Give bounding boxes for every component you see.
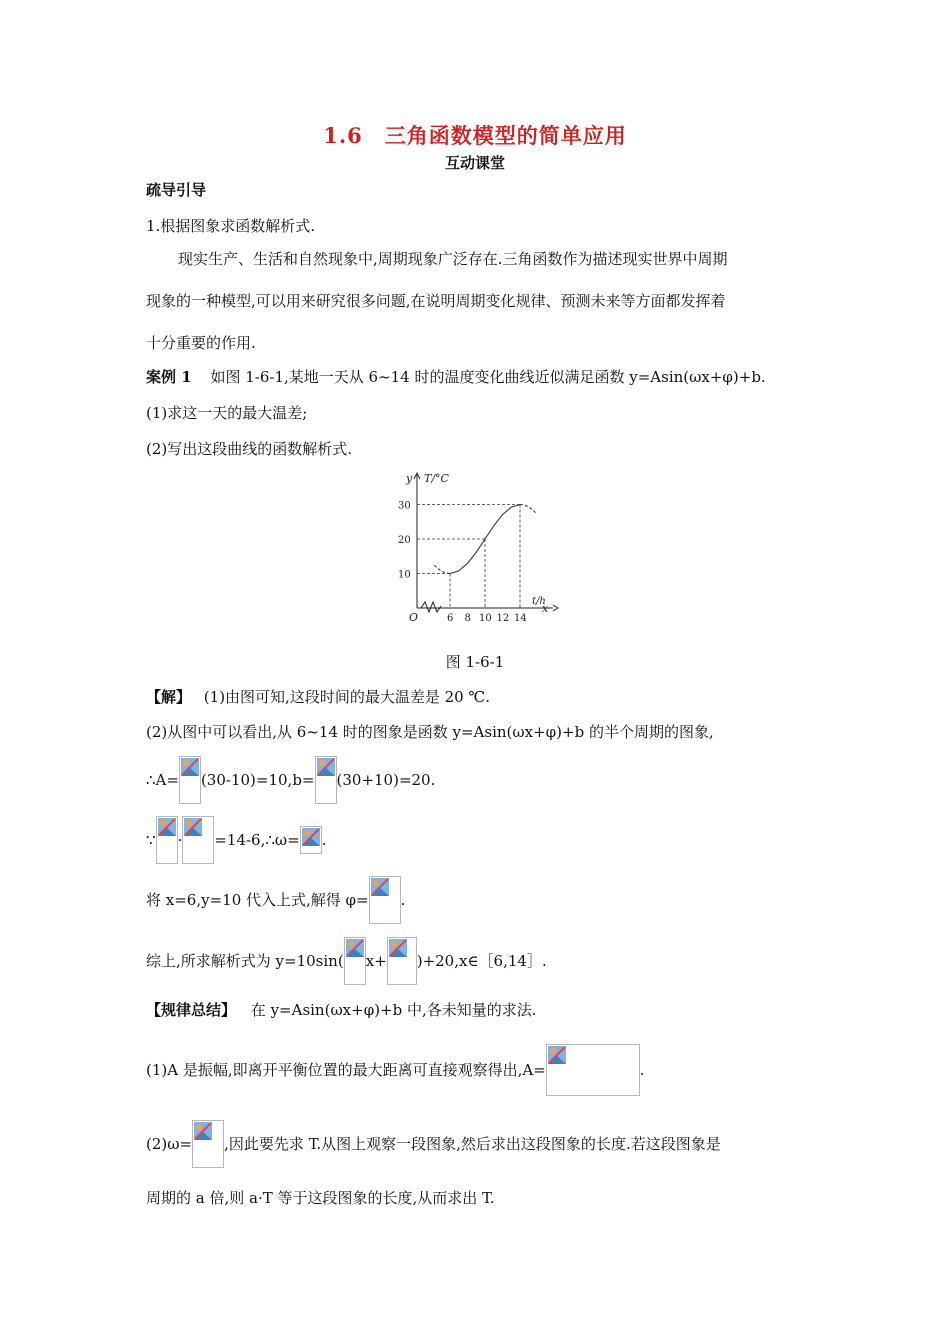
rule-text: ,因此要先求 T.从图上观察一段图象,然后求出这段图象的长度.若这段图象是 bbox=[224, 1135, 721, 1153]
page-subtitle: 互动课堂 bbox=[444, 154, 505, 172]
x-tick-label: 10 bbox=[479, 613, 492, 624]
x-axis-letter: x bbox=[542, 602, 549, 615]
y-tick-label: 10 bbox=[398, 569, 411, 581]
figure-caption: 图 1-6-1 bbox=[445, 653, 505, 671]
example-text: 如图 1-6-1,某地一天从 6~14 时的温度变化曲线近似满足函数 y=Asin(ωx+φ)+b. bbox=[210, 368, 766, 386]
x-tick-label: 12 bbox=[496, 613, 510, 624]
page-title: 1.6 三角函数模型的简单应用 bbox=[323, 123, 627, 148]
axis-break bbox=[421, 602, 441, 612]
curve-extension-left bbox=[434, 565, 450, 573]
solution-line-2: (2)从图中可以看出,从 6~14 时的图象是函数 y=Asin(ωx+φ)+b 的半个周期的图象, bbox=[146, 723, 714, 741]
formula-image-placeholder-icon bbox=[300, 826, 322, 854]
x-axis-arrow bbox=[553, 605, 558, 611]
solution-line-4 bbox=[146, 815, 327, 865]
solution-text: . bbox=[400, 891, 406, 909]
formula-image-placeholder-icon bbox=[179, 756, 201, 804]
temperature-curve bbox=[450, 505, 520, 574]
y-tick-label: 30 bbox=[398, 500, 411, 512]
solution-text: 将 x=6,y=10 代入上式,解得 φ= bbox=[146, 891, 369, 909]
rule-text: (2)ω= bbox=[146, 1135, 193, 1153]
solution-text: 综上,所求解析式为 y=10sin( bbox=[146, 952, 344, 970]
temperature-chart bbox=[395, 465, 560, 625]
formula-image-placeholder-icon bbox=[192, 1120, 224, 1168]
rule-1 bbox=[146, 1043, 645, 1097]
y-axis-label: T/°C bbox=[424, 472, 449, 485]
section-heading: 疏导引导 bbox=[146, 181, 207, 199]
rule-2 bbox=[146, 1119, 721, 1169]
paragraph-line-2: 现象的一种模型,可以用来研究很多问题,在说明周期变化规律、预测未来等方面都发挥着 bbox=[146, 292, 726, 310]
x-tick-label: 14 bbox=[514, 613, 527, 624]
solution-part-1: (1)由图可知,这段时间的最大温差是 20 ℃. bbox=[203, 688, 490, 706]
example-label: 案例 1 bbox=[146, 368, 192, 386]
formula-image-placeholder-icon bbox=[387, 937, 417, 985]
formula-image-placeholder-icon bbox=[156, 816, 178, 864]
solution-line-5 bbox=[146, 875, 405, 925]
rule-text: (1)A 是振幅,即离开平衡位置的最大距离可直接观察得出,A= bbox=[146, 1061, 546, 1079]
solution-text: )+20,x∈［6,14］. bbox=[416, 952, 547, 970]
solution-text: ∵ bbox=[146, 831, 156, 849]
paragraph-line-1: 现实生产、生活和自然现象中,周期现象广泛存在.三角函数作为描述现实世界中周期 bbox=[178, 250, 728, 268]
x-tick-label: 8 bbox=[464, 613, 471, 624]
x-axis-label: t/h bbox=[532, 596, 546, 607]
question-1: (1)求这一天的最大温差; bbox=[146, 404, 308, 422]
formula-image-placeholder-icon bbox=[182, 816, 214, 864]
formula-image-placeholder-icon bbox=[546, 1044, 640, 1096]
summary-label: 【规律总结】 bbox=[146, 1001, 237, 1019]
formula-image-placeholder-icon bbox=[344, 937, 366, 985]
solution-text: x+ bbox=[365, 952, 387, 970]
solution-line-6 bbox=[146, 936, 547, 986]
x-tick-label: 6 bbox=[447, 613, 454, 624]
rule-text: . bbox=[639, 1061, 645, 1079]
y-tick-label: 20 bbox=[398, 535, 411, 546]
question-2: (2)写出这段曲线的函数解析式. bbox=[146, 440, 353, 458]
paragraph-line-3: 十分重要的作用. bbox=[146, 334, 256, 352]
solution-text: . bbox=[321, 831, 327, 849]
rule-2-line-2: 周期的 a 倍,则 a·T 等于这段图象的长度,从而求出 T. bbox=[146, 1189, 495, 1207]
solution-text: =14-6,∴ω= bbox=[214, 831, 300, 849]
curve-extension-right bbox=[520, 505, 536, 513]
formula-image-placeholder-icon bbox=[369, 876, 401, 924]
y-axis-letter: y bbox=[406, 472, 413, 485]
summary-text: 在 y=Asin(ωx+φ)+b 中,各未知量的求法. bbox=[250, 1001, 537, 1019]
item-1: 1.根据图象求函数解析式. bbox=[146, 217, 316, 235]
solution-label: 【解】 bbox=[146, 688, 192, 706]
solution-text: · bbox=[177, 831, 183, 849]
summary-line bbox=[146, 1000, 537, 1020]
example-1 bbox=[146, 367, 766, 387]
formula-image-placeholder-icon bbox=[315, 756, 337, 804]
origin-label: O bbox=[409, 611, 419, 624]
chart-svg bbox=[395, 465, 560, 625]
solution-text: (30-10)=10,b= bbox=[200, 771, 315, 789]
solution-line-3 bbox=[146, 755, 435, 805]
solution-line-1 bbox=[146, 687, 490, 707]
solution-text: ∴A= bbox=[146, 771, 179, 789]
solution-text: (30+10)=20. bbox=[336, 771, 436, 789]
